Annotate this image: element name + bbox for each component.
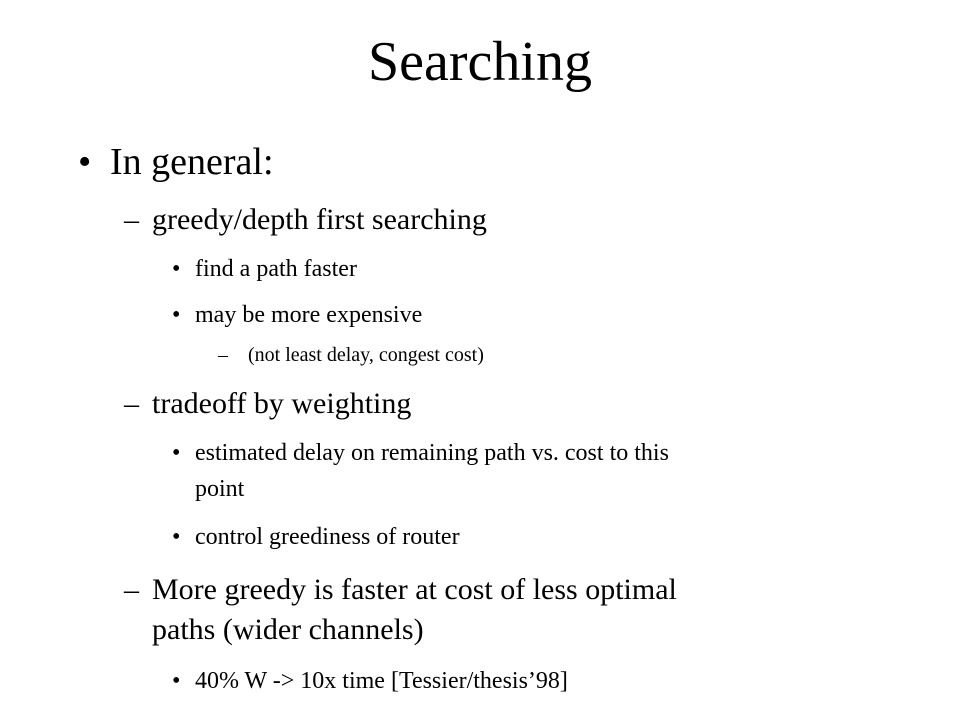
dash-marker: – (124, 387, 139, 420)
bullet-text-find-path: find a path faster (195, 256, 357, 282)
bullet-text-estimated-delay: estimated delay on remaining path vs. cost to this (195, 440, 669, 466)
bullet-text-more-greedy-cont: paths (wider channels) (152, 613, 424, 646)
bullet-marker: • (172, 668, 181, 694)
dash-marker: – (218, 344, 228, 366)
bullet-text-more-greedy: More greedy is faster at cost of less optimal (152, 573, 677, 606)
dash-marker: – (124, 573, 139, 606)
bullet-text-more-expensive: may be more expensive (195, 302, 423, 328)
slide-title: Searching (368, 31, 592, 93)
bullet-text-greedy-depth: greedy/depth first searching (152, 203, 487, 236)
dash-marker: – (124, 203, 139, 236)
bullet-text-tessier-thesis: 40% W -> 10x time [Tessier/thesis’98] (195, 668, 568, 694)
bullet-marker: • (172, 524, 181, 550)
bullet-text-control-greediness: control greediness of router (195, 524, 460, 550)
bullet-marker: • (172, 256, 181, 282)
bullet-marker: • (172, 440, 181, 466)
bullet-text-estimated-delay-cont: point (195, 476, 245, 502)
bullet-text-tradeoff: tradeoff by weighting (152, 387, 412, 420)
bullet-text-in-general: In general: (110, 141, 274, 183)
bullet-text-not-least-delay: (not least delay, congest cost) (248, 344, 484, 366)
bullet-marker: • (78, 141, 92, 183)
bullet-marker: • (172, 302, 181, 328)
